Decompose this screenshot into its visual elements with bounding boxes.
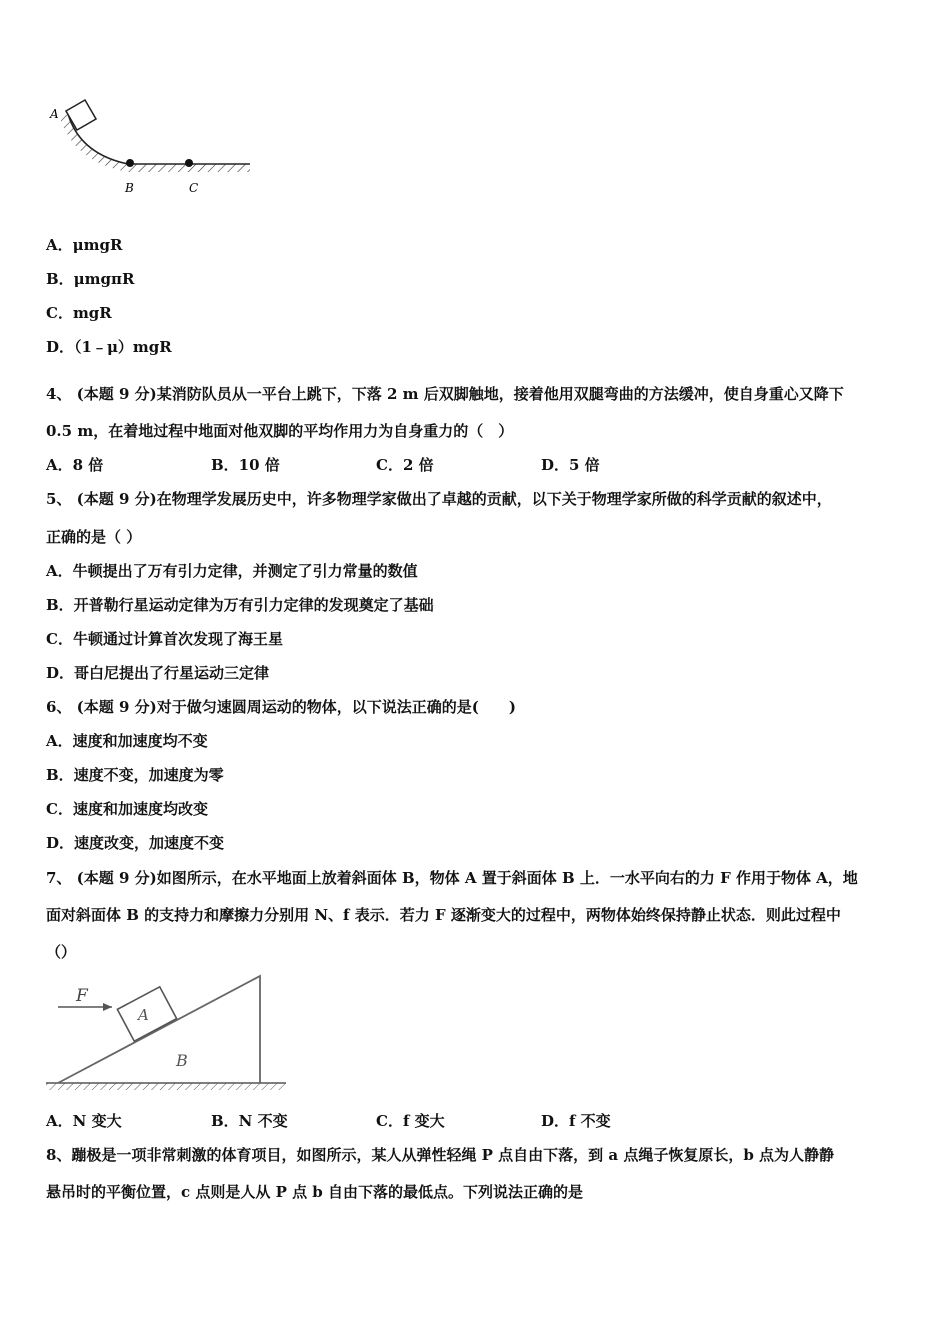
q7-option-c: C．f 变大 (376, 1112, 445, 1130)
q6-option-c: C．速度和加速度均改变 (46, 800, 208, 818)
q7-option-d: D．f 不变 (541, 1112, 611, 1130)
fig2-label-f: F (76, 986, 88, 1006)
q6-option-a: A．速度和加速度均不变 (46, 732, 208, 750)
q4-option-a: A．8 倍 (46, 456, 104, 474)
q7-stem-line3: （） (46, 943, 77, 961)
q4-stem-line1: 4、 (本题 9 分)某消防队员从一平台上跳下，下落 2 m 后双脚触地，接着他用双腿弯曲的方法缓冲，使自身重心又降下 (46, 385, 844, 403)
q5-option-d: D．哥白尼提出了行星运动三定律 (46, 664, 270, 682)
q6-option-b: B．速度不变，加速度为零 (46, 766, 224, 784)
q3-option-b: B．μmgπR (46, 270, 135, 288)
figure-curved-track (40, 92, 270, 212)
figure-incline (42, 970, 292, 1095)
q7-stem-line1: 7、 (本题 9 分)如图所示，在水平地面上放着斜面体 B，物体 A 置于斜面体 B 上．一水平向右的力 F 作用于物体 A，地 (46, 869, 858, 887)
q4-stem-line2: 0.5 m，在着地过程中地面对他双脚的平均作用力为自身重力的（ ） (46, 422, 514, 440)
q4-option-c: C．2 倍 (376, 456, 434, 474)
q3-option-c: C．mgR (46, 304, 112, 322)
q7-option-a: A．N 变大 (46, 1112, 122, 1130)
q7-stem-line2: 面对斜面体 B 的支持力和摩擦力分别用 N、f 表示．若力 F 逐渐变大的过程中，两物体始终保持静止状态．则此过程中 (46, 906, 841, 924)
q4-option-b: B．10 倍 (211, 456, 280, 474)
q6-option-d: D．速度改变，加速度不变 (46, 834, 225, 852)
q8-stem-line1: 8、蹦极是一项非常刺激的体育项目，如图所示，某人从弹性轻绳 P 点自由下落，到 a 点绳子恢复原长，b 点为人静静 (46, 1146, 835, 1164)
q5-option-c: C．牛顿通过计算首次发现了海王星 (46, 630, 283, 648)
q3-option-d: D．（1﹣μ）mgR (46, 338, 172, 356)
q5-option-a: A．牛顿提出了万有引力定律，并测定了引力常量的数值 (46, 562, 418, 580)
q5-option-b: B．开普勒行星运动定律为万有引力定律的发现奠定了基础 (46, 596, 434, 614)
fig1-label-c: C (189, 181, 199, 195)
q8-stem-line2: 悬吊时的平衡位置，c 点则是人从 P 点 b 自由下落的最低点。下列说法正确的是 (46, 1183, 584, 1201)
q6-stem-line1: 6、 (本题 9 分)对于做匀速圆周运动的物体，以下说法正确的是( ) (46, 698, 516, 716)
q4-option-d: D．5 倍 (541, 456, 600, 474)
fig1-label-b: B (125, 181, 134, 195)
fig1-label-a: A (50, 107, 59, 121)
q7-option-b: B．N 不变 (211, 1112, 288, 1130)
fig2-label-a: A (138, 1006, 149, 1024)
q5-stem-line2: 正确的是（ ） (46, 528, 142, 546)
fig2-label-b: B (176, 1051, 188, 1070)
q5-stem-line1: 5、 (本题 9 分)在物理学发展历史中，许多物理学家做出了卓越的贡献，以下关于物理学家所做的科学贡献的叙述中， (46, 490, 832, 508)
q3-option-a: A．μmgR (46, 236, 123, 254)
